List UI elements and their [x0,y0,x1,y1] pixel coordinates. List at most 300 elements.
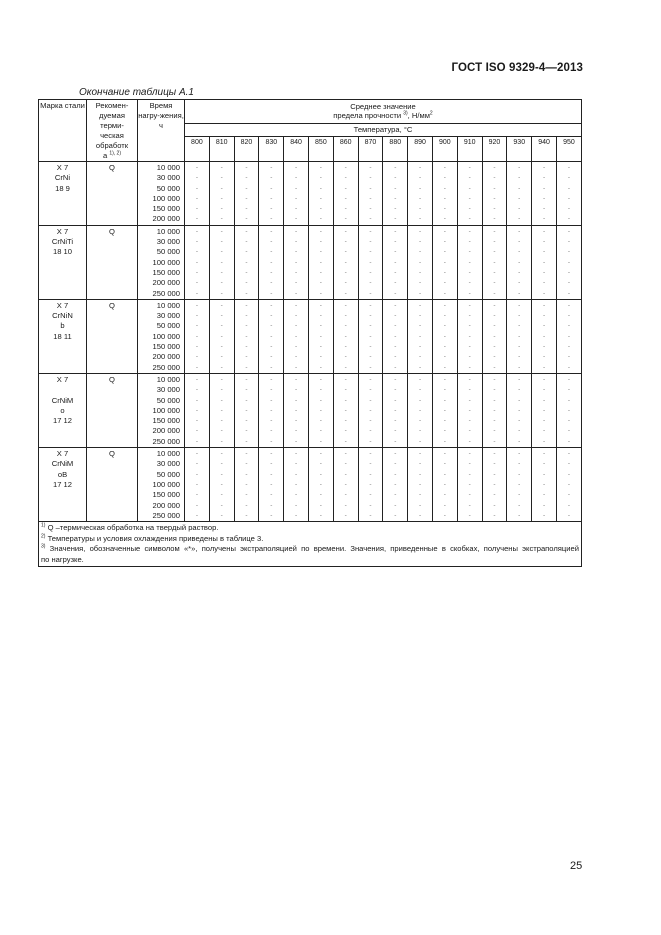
strength-value: - [344,322,347,330]
strength-value-cell [284,225,309,299]
temperature-header-cell: 830 [259,137,284,162]
strength-value: - [369,396,372,404]
strength-value: - [468,386,471,394]
strength-value-cell [507,225,532,299]
strength-value: - [394,227,397,235]
strength-value-cell [209,162,234,226]
strength-value: - [443,353,446,361]
strength-value: - [493,343,496,351]
strength-value: - [220,238,223,246]
strength-value: - [195,205,198,213]
treatment-cell: Q [87,448,138,522]
strength-value: - [567,268,571,276]
footnote-3: $^{3)}$ Значения, обозначенные символом «*», получены экстраполяцией по времени. Значения, приведенные в скобках, получены экстраполяцией [41,543,579,554]
strength-value: - [369,480,372,488]
strength-value: - [468,279,471,287]
strength-value: - [542,227,546,235]
strength-value: - [295,470,298,478]
strength-value: - [567,289,571,297]
strength-value: - [270,301,273,309]
strength-value-cell [507,373,532,447]
strength-value: - [245,491,248,499]
strength-value: - [270,194,273,202]
strength-value-cell [432,162,457,226]
strength-value: - [295,289,298,297]
strength-value: - [518,480,521,488]
strength-value: - [369,511,372,519]
strength-value: - [319,470,322,478]
strength-value: - [567,258,571,266]
strength-value: - [220,491,223,499]
strength-value: - [567,227,571,235]
strength-value: - [567,386,571,394]
strength-value: - [418,396,422,404]
strength-value-cell [383,448,408,522]
strength-value: - [220,460,223,468]
strength-value: - [195,227,198,235]
strength-value: - [567,417,571,425]
strength-value: - [319,268,322,276]
hours-cell [138,373,185,447]
strength-value-cell [457,225,482,299]
strength-value: - [518,450,521,458]
strength-value: - [245,417,248,425]
table-row [39,448,582,522]
strength-value: - [394,215,397,223]
strength-value: - [468,301,471,309]
strength-value: - [344,205,347,213]
strength-value: - [195,396,198,404]
strength-value: - [270,238,273,246]
temperature-header-cell: 820 [234,137,259,162]
strength-value: - [443,511,446,519]
strength-value: - [567,427,571,435]
strength-value: - [369,460,372,468]
strength-value: - [518,332,521,340]
strength-value-cell [358,299,383,373]
strength-value: - [369,184,372,192]
strength-value: - [319,184,322,192]
strength-value: - [344,480,347,488]
strength-value: - [220,386,223,394]
strength-value-cell [358,373,383,447]
strength-value: - [270,386,273,394]
steel-grade-cell: X 7 CrNiM oB 17 12 [39,448,87,522]
strength-value: - [468,332,471,340]
strength-value-cell [308,373,333,447]
strength-value: - [369,164,372,171]
hours-cell [138,299,185,373]
strength-value: - [195,279,198,287]
strength-value: - [220,227,223,235]
strength-value: - [344,406,347,414]
strength-value: - [567,511,571,519]
strength-value: - [270,417,273,425]
strength-value: - [369,450,372,458]
strength-value-cell [507,299,532,373]
strength-value-cell [185,162,210,226]
strength-value: - [394,450,397,458]
strength-value-cell [308,299,333,373]
strength-value: - [542,386,546,394]
strength-value: - [518,164,521,171]
strength-value: - [468,470,471,478]
strength-value: - [195,363,198,371]
strength-value-cell [284,448,309,522]
strength-value: - [270,501,273,509]
strength-value: - [493,227,496,235]
strength-value: - [518,501,521,509]
strength-value: - [493,460,496,468]
strength-value: - [195,375,198,383]
strength-value-cell [358,225,383,299]
strength-value: - [295,363,298,371]
strength-value: - [518,386,521,394]
strength-value-cell [234,162,259,226]
strength-value: - [245,289,248,297]
strength-value: - [493,332,496,340]
strength-value-cell [556,373,581,447]
strength-value: - [270,375,273,383]
strength-value: - [195,353,198,361]
strength-value: - [195,427,198,435]
strength-value: - [394,396,397,404]
strength-value: - [493,301,496,309]
strength-value: - [369,205,372,213]
strength-value: - [542,322,546,330]
hours-value: 100 000 [152,193,180,203]
strength-value: - [319,491,322,499]
strength-value: - [220,375,223,383]
strength-value: - [443,417,446,425]
strength-value: - [195,258,198,266]
treatment-cell: Q [87,373,138,447]
col-header-strength: Среднее значение предела прочности $^{3)}$, $Н/мм^2$ [185,100,582,124]
strength-value: - [443,301,446,309]
strength-value: - [394,289,397,297]
strength-value: - [369,417,372,425]
strength-value: - [295,322,298,330]
strength-value: - [270,322,273,330]
strength-value: - [542,248,546,256]
strength-value: - [220,301,223,309]
strength-value: - [344,174,347,182]
strength-value: - [270,460,273,468]
table-row [39,299,582,373]
temperature-header-cell: 940 [532,137,557,162]
strength-value-cell [234,373,259,447]
strength-value: - [319,322,322,330]
strength-value: - [295,258,298,266]
strength-value: - [418,460,422,468]
strength-value: - [468,312,471,320]
strength-value: - [493,450,496,458]
strength-value: - [468,322,471,330]
strength-value: - [418,184,422,192]
strength-value: - [443,332,446,340]
strength-value: - [567,343,571,351]
hours-value: 150 000 [152,416,180,426]
strength-value: - [344,450,347,458]
strength-value: - [295,491,298,499]
strength-value: - [567,470,571,478]
strength-value: - [270,332,273,340]
strength-value: - [518,184,521,192]
strength-value: - [245,258,248,266]
strength-value: - [270,353,273,361]
strength-value: - [319,353,322,361]
strength-value: - [443,396,446,404]
strength-value: - [245,501,248,509]
strength-value: - [468,227,471,235]
strength-value: - [443,258,446,266]
strength-value: - [245,460,248,468]
strength-value: - [220,511,223,519]
strength-value: - [518,470,521,478]
strength-value: - [295,396,298,404]
strength-value: - [220,396,223,404]
strength-value: - [369,427,372,435]
strength-value: - [344,248,347,256]
strength-value: - [195,386,198,394]
strength-value: - [195,215,198,223]
strength-value: - [493,268,496,276]
strength-value: - [493,406,496,414]
steel-grade-cell: X 7 CrNiTi 18 10 [39,225,87,299]
strength-value: - [245,184,248,192]
strength-value: - [493,480,496,488]
strength-value: - [295,406,298,414]
strength-value: - [418,227,422,235]
hours-value: 50 000 [156,469,180,479]
strength-value: - [220,289,223,297]
hours-value: 200 000 [152,352,180,362]
strength-value: - [443,312,446,320]
strength-value: - [567,491,571,499]
strength-value: - [493,386,496,394]
strength-value-cell [185,299,210,373]
strength-value: - [344,511,347,519]
strength-value: - [220,164,223,171]
strength-value-cell [185,225,210,299]
strength-value: - [245,332,248,340]
strength-value: - [418,470,422,478]
strength-value: - [245,301,248,309]
strength-value: - [418,205,422,213]
strength-value: - [493,184,496,192]
strength-value: - [369,215,372,223]
strength-value: - [270,268,273,276]
strength-value: - [567,215,571,223]
treatment-cell: Q [87,299,138,373]
strength-value: - [468,174,471,182]
strength-value: - [344,501,347,509]
strength-value: - [319,248,322,256]
hours-value: 200 000 [152,500,180,510]
strength-value: - [518,194,521,202]
strength-value: - [220,417,223,425]
strength-value-cell [532,225,557,299]
strength-value: - [220,437,223,445]
strength-value: - [493,194,496,202]
strength-value: - [418,312,422,320]
strength-value-cell [532,162,557,226]
strength-value: - [220,174,223,182]
hours-value: 30 000 [156,459,180,469]
strength-value: - [319,301,322,309]
strength-value: - [394,417,397,425]
strength-value: - [245,363,248,371]
strength-value: - [468,427,471,435]
col-header-hours: Время нагру-жения, ч [138,100,185,162]
hours-value: 250 000 [152,436,180,446]
treatment-cell: Q [87,225,138,299]
strength-value: - [270,396,273,404]
strength-value: - [245,437,248,445]
strength-value: - [195,248,198,256]
strength-value: - [567,174,571,182]
strength-value: - [270,427,273,435]
steel-grade-cell: X 7 CrNiM o 17 12 [39,373,87,447]
strength-value-cell [284,373,309,447]
strength-value-cell [432,448,457,522]
strength-value-cell [209,373,234,447]
strength-value-cell [333,448,358,522]
strength-value: - [394,470,397,478]
strength-value: - [418,268,422,276]
strength-value: - [567,450,571,458]
hours-value: 100 000 [152,257,180,267]
strength-value: - [468,460,471,468]
strength-value: - [567,248,571,256]
strength-value: - [344,437,347,445]
strength-value: - [270,184,273,192]
strength-value-cell [259,162,284,226]
strength-value-cell [408,299,433,373]
strength-value: - [468,238,471,246]
hours-value: 100 000 [152,331,180,341]
strength-value: - [319,205,322,213]
strength-value-cell [432,373,457,447]
strength-value: - [369,491,372,499]
strength-value: - [518,437,521,445]
strength-value: - [468,164,471,171]
strength-value: - [344,491,347,499]
temperature-header-cell: 910 [457,137,482,162]
col-header-temperature: Температура, °С [185,123,582,136]
strength-value: - [319,450,322,458]
strength-value: - [344,258,347,266]
strength-value: - [195,332,198,340]
strength-value: - [295,268,298,276]
strength-value: - [295,194,298,202]
strength-value: - [270,258,273,266]
temperature-header-cell: 870 [358,137,383,162]
strength-value: - [195,450,198,458]
strength-value: - [418,427,422,435]
strength-value: - [245,312,248,320]
strength-value: - [394,406,397,414]
strength-value: - [344,470,347,478]
strength-value: - [319,375,322,383]
strength-value: - [418,511,422,519]
strength-value: - [220,258,223,266]
strength-value: - [542,301,546,309]
strength-value: - [344,417,347,425]
strength-value: - [319,332,322,340]
strength-value: - [493,437,496,445]
strength-value: - [418,174,422,182]
strength-value-cell [532,373,557,447]
strength-value: - [542,406,546,414]
strength-value: - [542,353,546,361]
strength-value: - [270,450,273,458]
strength-value: - [220,353,223,361]
strength-value: - [195,470,198,478]
strength-value: - [394,363,397,371]
strength-value: - [295,353,298,361]
strength-value: - [443,227,446,235]
strength-value-cell [432,299,457,373]
strength-value: - [344,332,347,340]
strength-value: - [542,174,546,182]
strength-value: - [295,343,298,351]
strength-value: - [270,215,273,223]
strength-value: - [443,289,446,297]
strength-value: - [270,480,273,488]
strength-value: - [344,375,347,383]
strength-value: - [270,174,273,182]
strength-value: - [468,184,471,192]
strength-value: - [542,312,546,320]
strength-value: - [195,301,198,309]
strength-value: - [394,375,397,383]
strength-value-cell [209,448,234,522]
strength-value: - [270,164,273,171]
strength-value: - [245,322,248,330]
strength-value: - [394,238,397,246]
strength-value: - [418,194,422,202]
strength-value: - [394,491,397,499]
strength-value: - [493,353,496,361]
strength-value: - [468,215,471,223]
strength-value: - [195,312,198,320]
strength-value: - [394,353,397,361]
hours-value: 50 000 [156,247,180,257]
strength-value: - [468,450,471,458]
strength-value: - [443,322,446,330]
strength-value: - [518,460,521,468]
strength-value: - [542,268,546,276]
strength-value: - [418,353,422,361]
strength-value: - [518,322,521,330]
strength-value-cell [185,448,210,522]
hours-value: 10 000 [156,449,180,459]
temperature-header-cell: 860 [333,137,358,162]
strength-value: - [443,480,446,488]
strength-value: - [518,205,521,213]
strength-value: - [493,215,496,223]
strength-value: - [493,312,496,320]
strength-value: - [344,238,347,246]
strength-value: - [319,386,322,394]
strength-value: - [270,511,273,519]
strength-value-cell [209,299,234,373]
temperature-header-cell: 800 [185,137,210,162]
strength-value-cell [259,299,284,373]
strength-value: - [245,279,248,287]
strength-value: - [518,301,521,309]
